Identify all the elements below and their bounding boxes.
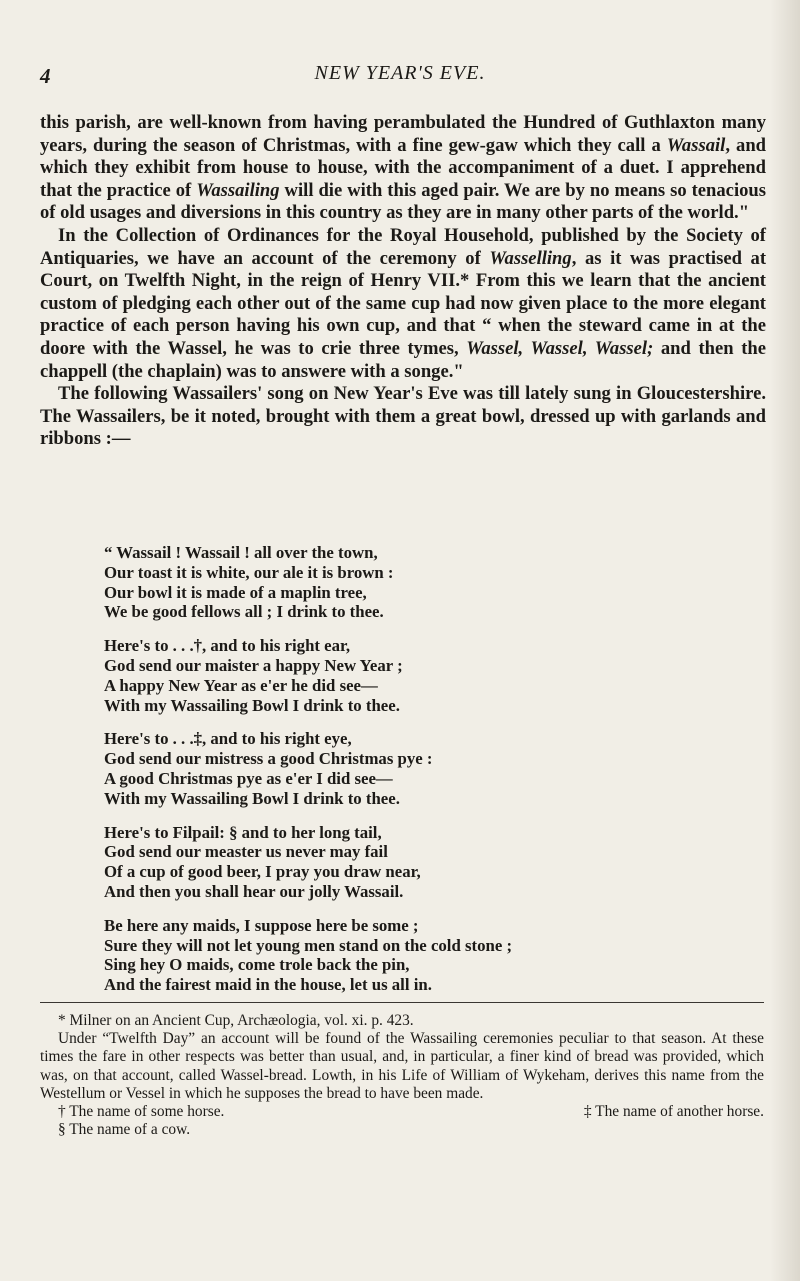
- verse-line: God send our measter us never may fail: [104, 842, 388, 862]
- verse-line: Our bowl it is made of a maplin tree,: [104, 582, 367, 602]
- verse-line: A happy New Year as e'er he did see—: [104, 675, 378, 695]
- verse-line: Sure they will not let young men stand on the cold stone ;: [104, 935, 513, 955]
- verse-line: “ Wassail ! Wassail ! all over the town,: [104, 543, 378, 562]
- stanza-2: [104, 636, 724, 715]
- stanza-5: [104, 916, 724, 995]
- stanza-1: [104, 543, 724, 622]
- verse-line: God send our maister a happy New Year ;: [104, 655, 403, 675]
- footnotes: [40, 1012, 764, 1139]
- page-header: [0, 62, 800, 88]
- verse-line: Here's to . . .‡, and to his right eye,: [104, 729, 352, 749]
- running-title: NEW YEAR'S EVE.: [314, 62, 486, 84]
- verse-line: And the fairest maid in the house, let us all in.: [104, 975, 432, 995]
- stanza-3: [104, 729, 724, 808]
- verse-line: And then you shall hear our jolly Wassail.: [104, 881, 404, 901]
- verse-line: With my Wassailing Bowl I drink to thee.: [104, 695, 400, 715]
- paragraph-1: this parish, are well-known from having perambulated the Hundred of Guthlaxton many years, during the season of Christmas, with a fine gew-gaw which they call a Wassail, and which they exhibit from house to house, with the accompaniment of a duet. I apprehend that the practice of Wassailing will die with this aged pair. We are by no means so tenacious of old usages and diversions in this country as they are in many other parts of the world.": [40, 112, 767, 224]
- footnote-section: § The name of a cow.: [58, 1121, 191, 1139]
- page-edge-shadow: [770, 0, 800, 1281]
- verse-line: A good Christmas pye as e'er I did see—: [104, 768, 393, 788]
- verse-line: Sing hey O maids, come trole back the pin,: [104, 955, 410, 975]
- paragraph-3: The following Wassailers' song on New Year's Eve was till lately sung in Gloucestershire. The Wassailers, be it noted, brought with them a great bowl, dressed up with garlands and ribbons :—: [40, 383, 766, 450]
- verse-line: God send our mistress a good Christmas pye :: [104, 749, 433, 769]
- footnote-twelfth-day: Under “Twelfth Day” an account will be found of the Wassailing ceremonies peculiar to that season. At these times the fare in other respects was better than usual, and, in particular, a finer kind of bread was provided, which was, on that account, called Wassel-bread. Lowth, in his Life of William of Wykeham, derives this name from the Westellum or Vessel in which he supposes the bread to have been made.: [40, 1030, 764, 1102]
- verse-line: Be here any maids, I suppose here be some ;: [104, 915, 419, 935]
- verse-line: Our toast it is white, our ale it is brown :: [104, 562, 394, 582]
- verse-line: With my Wassailing Bowl I drink to thee.: [104, 788, 400, 808]
- page-number: 4: [40, 64, 51, 88]
- verse-line: Here's to Filpail: § and to her long tail,: [104, 822, 382, 842]
- body-text: [40, 112, 766, 451]
- stanza-4: [104, 823, 724, 902]
- verse-line: Of a cup of good beer, I pray you draw near,: [104, 862, 421, 882]
- paragraph-2: In the Collection of Ordinances for the Royal Household, published by the Society of Antiquaries, we have an account of the ceremony of Wasselling, as it was practised at Court, on Twelfth Night, in the reign of Henry VII.* From this we learn that the ancient custom of pledging each other out of the same cup had now given place to the more elegant practice of each person having his own cup, and that “ when the steward came in at the doore with the Wassel, he was to crie three tymes, Wassel, Wassel, Wassel; and then the chappell (the chaplain) was to answere with a songe.": [40, 224, 767, 382]
- verse-line: We be good fellows all ; I drink to thee.: [104, 602, 384, 622]
- verse-line: Here's to . . .†, and to his right ear,: [104, 636, 351, 656]
- footnote-rule: [40, 1002, 764, 1003]
- footnote-double-dagger: ‡ The name of another horse.: [583, 1103, 764, 1121]
- footnote-dagger: † The name of some horse.: [58, 1103, 225, 1121]
- footnote-horses: [40, 1103, 764, 1121]
- wassail-song: [104, 543, 724, 1009]
- footnote-star: * Milner on an Ancient Cup, Archæologia, vol. xi. p. 423.: [58, 1012, 414, 1029]
